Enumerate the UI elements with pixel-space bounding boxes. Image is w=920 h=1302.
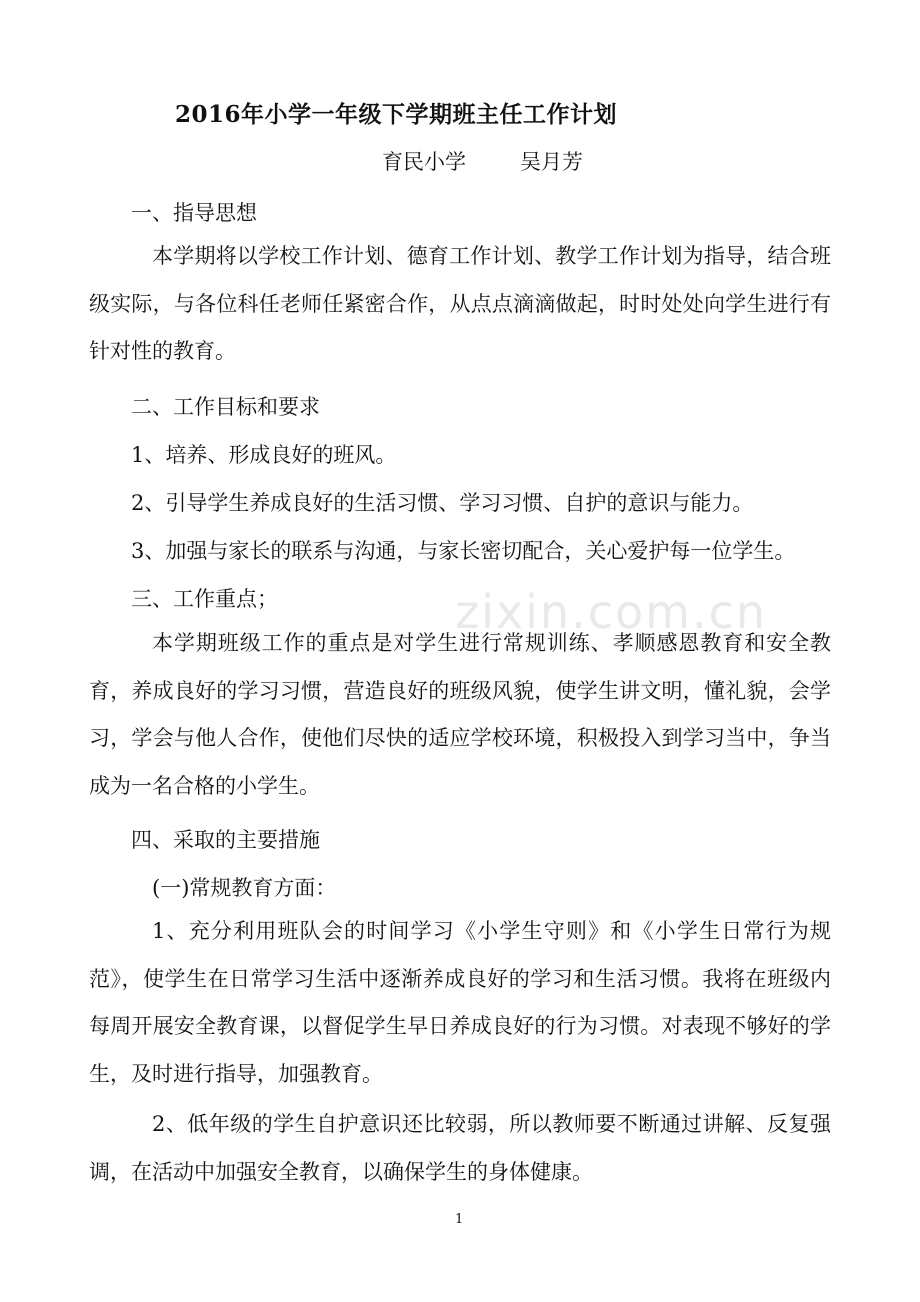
section-3-paragraph: 本学期班级工作的重点是对学生进行常规训练、孝顺感恩教育和安全教育，养成良好的学习习惯，营造良好的班级风貌，使学生讲文明，懂礼貌，会学习，学会与他人合作，使他们尽快的适应学校环境，积极投入到学习当中，争当成为一名合格的小学生。 bbox=[89, 631, 831, 798]
author-line bbox=[382, 146, 583, 176]
document-title: 2016年小学一年级下学期班主任工作计划 bbox=[175, 101, 618, 128]
school-name: 育民小学 bbox=[382, 150, 466, 174]
measure-item-1: 1、充分利用班队会的时间学习《小学生守则》和《小学生日常行为规范》，使学生在日常学习生活中逐渐养成良好的学习和生活习惯。我将在班级内每周开展安全教育课，以督促学生早日养成良好的行为习惯。对表现不够好的学生，及时进行指导，加强教育。 bbox=[89, 919, 831, 1086]
section-heading-2: 二、工作目标和要求 bbox=[131, 395, 320, 419]
goal-item-3: 3、加强与家长的联系与沟通，与家长密切配合，关心爱护每一位学生。 bbox=[131, 539, 796, 563]
measure-item-2: 2、低年级的学生自护意识还比较弱，所以教师要不断通过讲解、反复强调，在活动中加强安全教育，以确保学生的身体健康。 bbox=[89, 1112, 831, 1184]
section-heading-1: 一、指导思想 bbox=[131, 201, 257, 225]
section-1-paragraph: 本学期将以学校工作计划、德育工作计划、教学工作计划为指导，结合班级实际，与各位科任老师任紧密合作，从点点滴滴做起，时时处处向学生进行有针对性的教育。 bbox=[89, 244, 831, 363]
section-heading-4: 四、采取的主要措施 bbox=[131, 828, 320, 852]
subsection-heading-1: (一)常规教育方面： bbox=[152, 876, 337, 900]
author-name: 吴月芳 bbox=[520, 150, 583, 174]
goal-item-2: 2、引导学生养成良好的生活习惯、学习习惯、自护的意识与能力。 bbox=[131, 491, 754, 515]
watermark: zixin.com.cn bbox=[455, 585, 768, 639]
section-heading-3: 三、工作重点； bbox=[131, 587, 278, 611]
page-number: 1 bbox=[455, 1212, 464, 1227]
goal-item-1: 1、培养、形成良好的班风。 bbox=[131, 443, 397, 467]
